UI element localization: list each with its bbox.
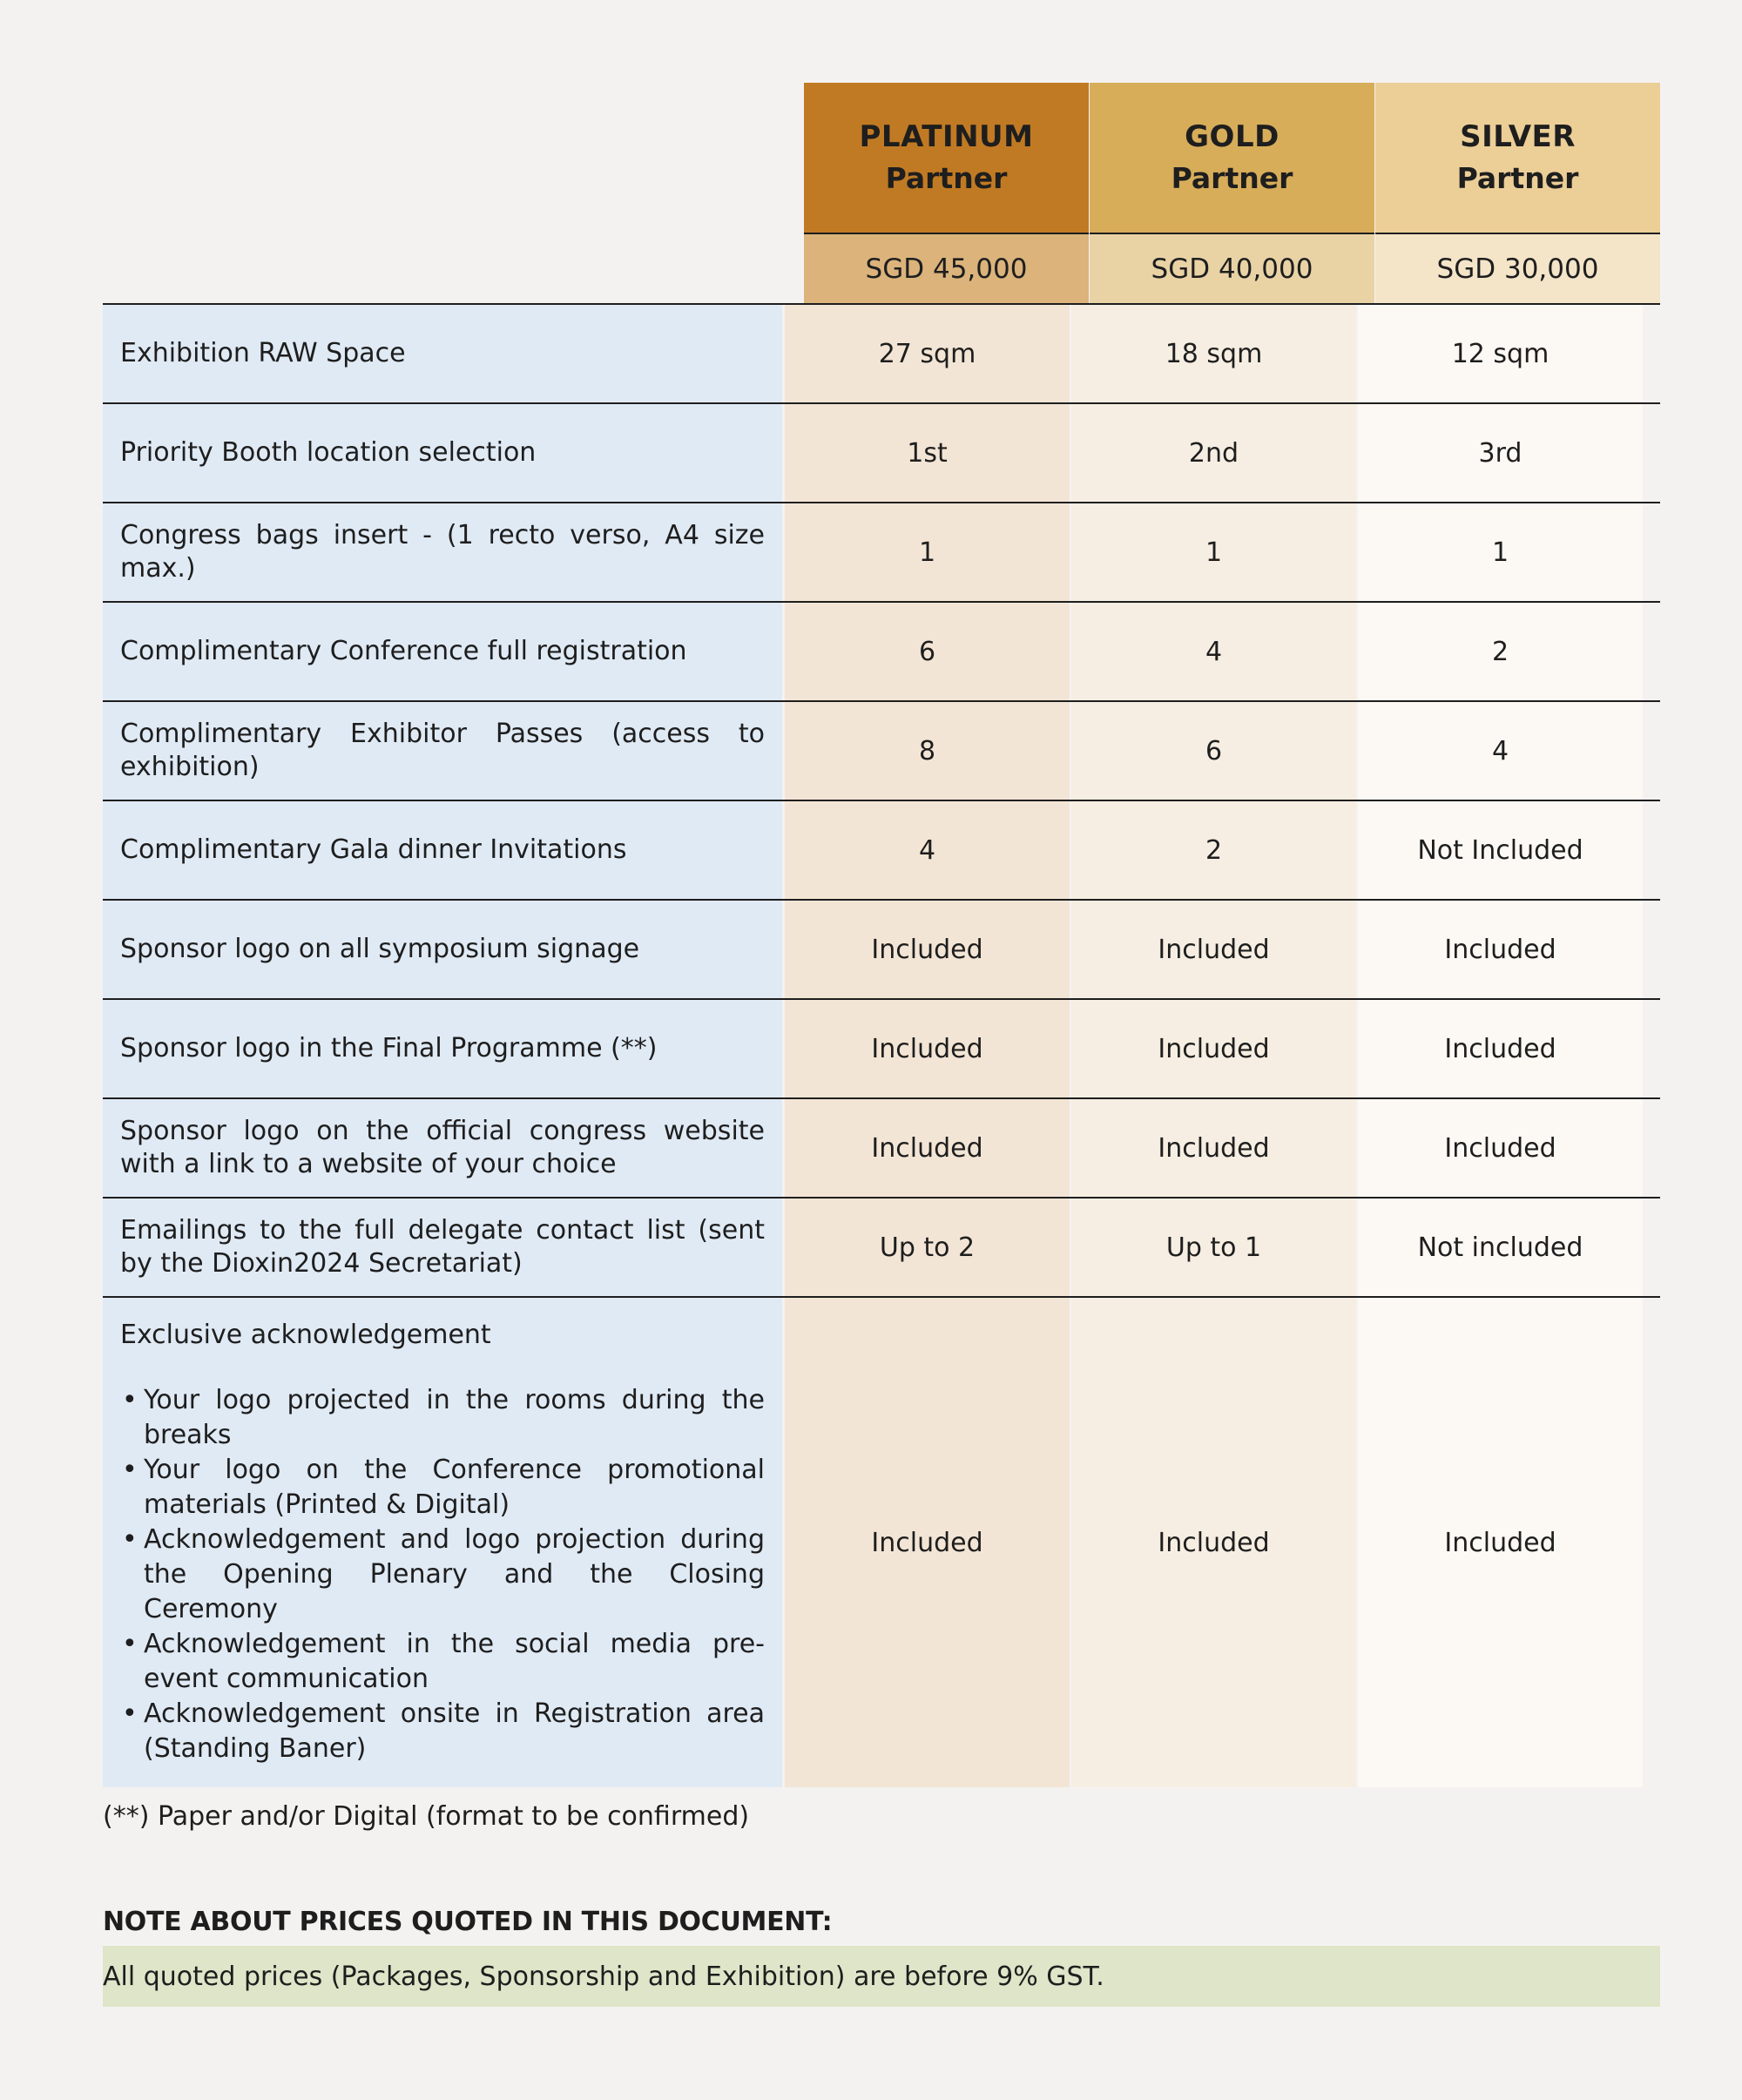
table-row bbox=[103, 901, 1660, 1000]
tier-price: SGD 45,000 bbox=[804, 233, 1089, 303]
row-label: Sponsor logo in the Final Programme (**) bbox=[103, 1000, 785, 1097]
table-row bbox=[103, 404, 1660, 503]
table-row bbox=[103, 603, 1660, 702]
gold-value: Up to 1 bbox=[1071, 1199, 1358, 1296]
silver-value: 1 bbox=[1358, 503, 1643, 601]
gold-header bbox=[1090, 83, 1374, 303]
platinum-value: Included bbox=[785, 901, 1071, 998]
row-label: Complimentary Gala dinner Invitations bbox=[103, 801, 785, 899]
silver-value: Included bbox=[1358, 1298, 1643, 1787]
platinum-value: 4 bbox=[785, 801, 1071, 899]
platinum-value: 27 sqm bbox=[785, 305, 1071, 402]
exclusive-acknowledgement-cell bbox=[103, 1298, 785, 1787]
gold-value: Included bbox=[1071, 901, 1358, 998]
platinum-value: Included bbox=[785, 1000, 1071, 1097]
price-note-title: NOTE ABOUT PRICES QUOTED IN THIS DOCUMENT: bbox=[103, 1907, 833, 1937]
table-row bbox=[103, 503, 1660, 603]
tier-price: SGD 30,000 bbox=[1375, 233, 1660, 303]
platinum-value: Up to 2 bbox=[785, 1199, 1071, 1296]
gold-value: 4 bbox=[1071, 603, 1358, 700]
platinum-value: 1st bbox=[785, 404, 1071, 502]
gold-value: Included bbox=[1071, 1298, 1358, 1787]
platinum-value: Included bbox=[785, 1298, 1071, 1787]
silver-value: 3rd bbox=[1358, 404, 1643, 502]
platinum-value: 8 bbox=[785, 702, 1071, 800]
table-row bbox=[103, 305, 1660, 404]
silver-value: Not included bbox=[1358, 1199, 1643, 1296]
footnote: (**) Paper and/or Digital (format to be confirmed) bbox=[103, 1801, 750, 1832]
gold-value: 2nd bbox=[1071, 404, 1358, 502]
gold-value: 18 sqm bbox=[1071, 305, 1358, 402]
price-note-text: All quoted prices (Packages, Sponsorship and Exhibition) are before 9% GST. bbox=[103, 1961, 1104, 1992]
table-row bbox=[103, 1099, 1660, 1199]
silver-header bbox=[1375, 83, 1660, 303]
row-label: Priority Booth location selection bbox=[103, 404, 785, 502]
table-row bbox=[103, 1199, 1660, 1298]
row-label: Sponsor logo on the official congress website with a link to a website of your choice bbox=[103, 1099, 785, 1197]
gold-value: Included bbox=[1071, 1000, 1358, 1097]
platinum-header bbox=[804, 83, 1089, 303]
tier-sub: Partner bbox=[1456, 161, 1579, 195]
row-label: Congress bags insert - (1 recto verso, A4 size max.) bbox=[103, 503, 785, 601]
row-label: Emailings to the full delegate contact list (sent by the Dioxin2024 Secretariat) bbox=[103, 1199, 785, 1296]
silver-value: Not Included bbox=[1358, 801, 1643, 899]
benefits-table bbox=[103, 303, 1660, 1787]
tier-sub: Partner bbox=[885, 161, 1008, 195]
tier-header bbox=[103, 83, 1660, 303]
platinum-value: 1 bbox=[785, 503, 1071, 601]
list-item: • Your logo projected in the rooms during the breaks bbox=[120, 1383, 765, 1453]
table-row bbox=[103, 702, 1660, 801]
list-item: • Your logo on the Conference promotional materials (Printed & Digital) bbox=[120, 1453, 765, 1523]
tier-sub: Partner bbox=[1171, 161, 1293, 195]
platinum-value: 6 bbox=[785, 603, 1071, 700]
silver-value: Included bbox=[1358, 901, 1643, 998]
list-item: • Acknowledgement in the social media pre-event communication bbox=[120, 1627, 765, 1697]
sponsorship-table-page bbox=[103, 83, 1660, 2007]
table-row bbox=[103, 801, 1660, 901]
exclusive-list bbox=[120, 1383, 765, 1766]
list-item: • Acknowledgement and logo projection during the Opening Plenary and the Closing Ceremony bbox=[120, 1523, 765, 1627]
platinum-value: Included bbox=[785, 1099, 1071, 1197]
gold-value: 2 bbox=[1071, 801, 1358, 899]
gold-value: 6 bbox=[1071, 702, 1358, 800]
silver-value: 2 bbox=[1358, 603, 1643, 700]
silver-value: 12 sqm bbox=[1358, 305, 1643, 402]
tier-name: GOLD bbox=[1185, 119, 1279, 154]
row-label: Exhibition RAW Space bbox=[103, 305, 785, 402]
row-label: Complimentary Conference full registration bbox=[103, 603, 785, 700]
list-item: • Acknowledgement onsite in Registration area (Standing Baner) bbox=[120, 1697, 765, 1766]
gold-value: Included bbox=[1071, 1099, 1358, 1197]
price-note-box bbox=[103, 1946, 1660, 2007]
tier-name: SILVER bbox=[1460, 119, 1576, 154]
tier-name: PLATINUM bbox=[859, 119, 1034, 154]
row-label: Complimentary Exhibitor Passes (access to exhibition) bbox=[103, 702, 785, 800]
silver-value: 4 bbox=[1358, 702, 1643, 800]
row-label: Sponsor logo on all symposium signage bbox=[103, 901, 785, 998]
silver-value: Included bbox=[1358, 1099, 1643, 1197]
silver-value: Included bbox=[1358, 1000, 1643, 1097]
table-row bbox=[103, 1000, 1660, 1099]
table-row-exclusive bbox=[103, 1298, 1660, 1787]
tier-price: SGD 40,000 bbox=[1090, 233, 1374, 303]
gold-value: 1 bbox=[1071, 503, 1358, 601]
exclusive-title: Exclusive acknowledgement bbox=[120, 1320, 491, 1350]
